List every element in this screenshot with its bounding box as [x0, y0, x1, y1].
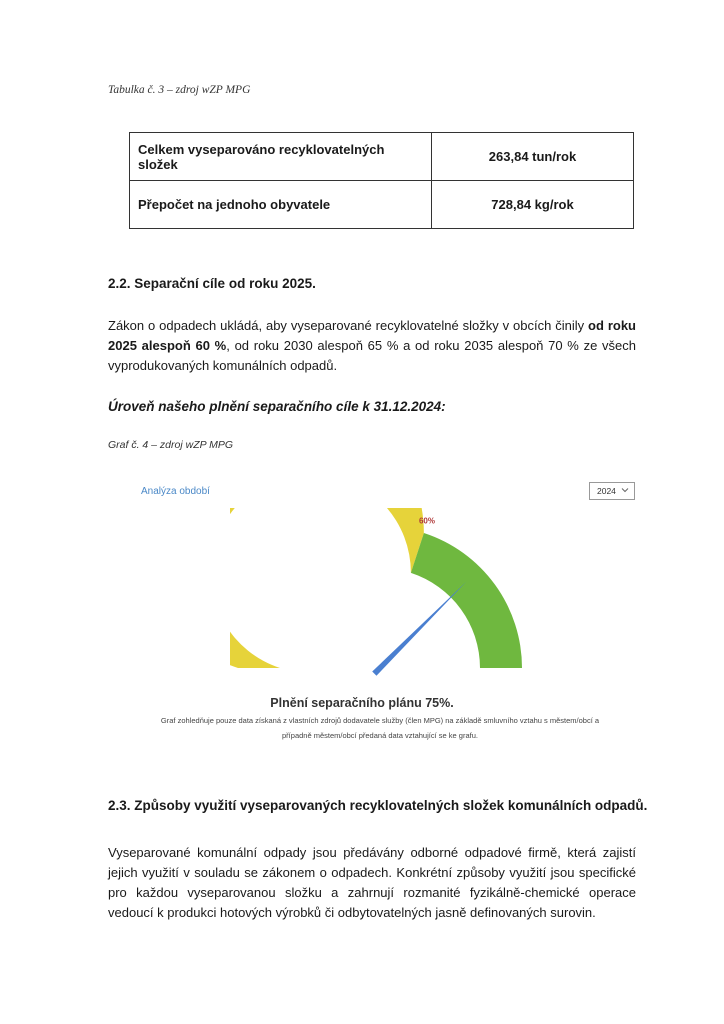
section-2-2-paragraph — [108, 316, 636, 376]
table-row — [130, 181, 634, 229]
gauge-note: Graf zohledňuje pouze data získaná z vlastních zdrojů dodavatele služby (člen MPG) na základě smluvního vztahu s městem/obcí a případně městem/obcí předaná data vztahující se ke grafu. — [160, 716, 600, 740]
section-2-3-paragraph: Vyseparované komunální odpady jsou předávány odborné odpadové firmě, která zajistí jejich využití v souladu se zákonem o odpadech. Konkrétní způsoby využití jsou specifické pro každou vyseparovanou složku a zahrnují rozmanité fyzikálně-chemické operace vedoucí k produkci hotových výrobků či odbytovatelných jasně definovaných surovin. — [108, 845, 636, 920]
paragraph-emphasis: od roku 2025 alespoň 60 % — [108, 318, 636, 353]
gauge-target-label: 60% — [418, 516, 435, 526]
period-analysis-label: Analýza období — [141, 486, 210, 497]
table-cell-label: Přepočet na jednoho obyvatele — [130, 181, 432, 229]
gauge-arc-below-target — [230, 508, 424, 668]
table-cell-label: Celkem vyseparováno recyklovatelných složek — [130, 133, 432, 181]
gauge-needle — [372, 582, 466, 676]
table-cell-value: 263,84 tun/rok — [432, 133, 634, 181]
graph-caption: Graf č. 4 – zdroj wZP MPG — [108, 439, 234, 451]
gauge-title: Plnění separačního plánu 75%. — [270, 696, 454, 710]
target-level-heading: Úroveň našeho plnění separačního cíle k 31.12.2024: — [108, 399, 446, 414]
paragraph-text: , od roku 2030 alespoň 65 % a od roku 2035 alespoň 70 % ze všech vyprodukovaných komunálních odpadů. — [108, 338, 636, 373]
section-2-2-heading: 2.2. Separační cíle od roku 2025. — [108, 276, 316, 291]
year-select-value: 2024 — [597, 486, 616, 496]
table-row — [130, 133, 634, 181]
gauge-arc-above-target — [411, 533, 522, 668]
separation-gauge — [230, 508, 530, 688]
section-2-3-heading: 2.3. Způsoby využití vyseparovaných recyklovatelných složek komunálních odpadů. — [108, 798, 648, 813]
chevron-down-icon — [621, 486, 629, 494]
table-cell-value: 728,84 kg/rok — [432, 181, 634, 229]
table-caption: Tabulka č. 3 – zdroj wZP MPG — [108, 84, 251, 96]
year-select[interactable] — [589, 482, 635, 500]
paragraph-text: Zákon o odpadech ukládá, aby vyseparované recyklovatelné složky v obcích činily — [108, 318, 589, 333]
recycling-stats-table — [129, 132, 634, 229]
